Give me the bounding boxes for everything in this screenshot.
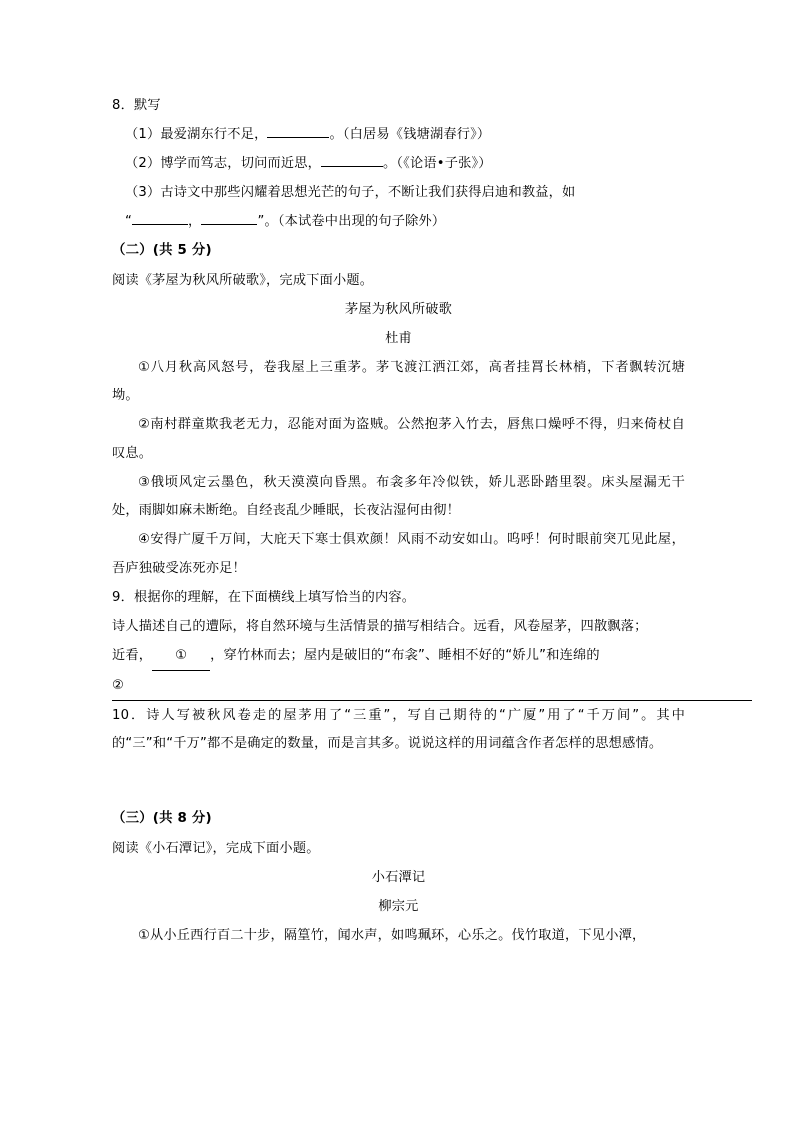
question-9-line-1: 诗人描述自己的遭际，将自然环境与生活情景的描写相结合。远看，风卷屋茅，四散飘落； (112, 618, 648, 634)
question-9-line-3 (112, 672, 685, 702)
answer-blank-2[interactable] (112, 672, 752, 702)
question-10-text: 10．诗人写被秋风卷走的屋茅用了“三重”，写自己期待的“广厦”用了“千万间”。其中的“三”和“千万”都不是确定的数量，而是言其多。说说这样的用词蕴含作者怎样的思想感情。 (112, 707, 685, 752)
answer-blank[interactable] (267, 123, 329, 138)
question-8-item-2 (112, 150, 685, 179)
poem-stanza-2: ②南村群童欺我老无力，忍能对面为盗贼。公然抱茅入竹去，唇焦口燥呼不得，归来倚杖自叹息。 (112, 417, 685, 461)
answer-blank[interactable] (201, 210, 257, 225)
section-two-block (112, 237, 685, 583)
prose-title: 小石潭记 (371, 869, 426, 885)
q9-line2-suffix: ，穿竹林而去；屋内是破旧的“布衾”、睡相不好的“娇儿”和连绵的 (210, 647, 600, 663)
section-three-label: （三）(共 8 分) (112, 811, 212, 827)
poem-title: 茅屋为秋风所破歌 (344, 301, 453, 317)
question-8-item-3-line1: （3）古诗文中那些闪耀着思想光芒的句子，不断让我们获得启迪和教益，如 (125, 185, 576, 201)
poem-stanza-1: ①八月秋高风怒号，卷我屋上三重茅。茅飞渡江洒江郊，高者挂罥长林梢，下者飘转沉塘坳。 (112, 359, 685, 404)
poem-stanza-4: ④安得广厦千万间，大庇天下寒士俱欢颜！风雨不动安如山。呜呼！何时眼前突兀见此屋，吾庐独破受冻死亦足！ (112, 532, 685, 576)
answer-blank[interactable] (132, 210, 188, 225)
question-10-block (112, 702, 685, 759)
answer-blank-1[interactable] (152, 642, 210, 672)
question-8-item-1 (112, 121, 685, 150)
poem-author: 杜甫 (385, 330, 412, 346)
q8-item2-prefix: （2）博学而笃志，切问而近思， (125, 156, 322, 172)
poem-stanza-3: ③俄顷风定云墨色，秋天漠漠向昏黑。布衾多年冷似铁，娇儿恶卧踏里裂。床头屋漏无干处，雨脚如麻未断绝。自经丧乱少睡眠，长夜沾湿何由彻！ (112, 474, 685, 519)
q8-item3-quote-open: “ (125, 214, 133, 230)
question-9-line-2 (112, 642, 685, 672)
q8-item1-prefix: （1）最爱湖东行不足， (125, 127, 268, 143)
question-8-item-3-line2 (112, 208, 685, 237)
q8-item1-suffix: 。（白居易《钱塘湖春行》） (329, 127, 491, 143)
q8-item2-suffix: 。（《论语•子张》） (383, 156, 492, 172)
q9-line2-prefix: 近看， (112, 647, 153, 663)
spacer (112, 759, 685, 805)
section-three-block (112, 805, 685, 950)
section-two-label: （二）(共 5 分) (112, 243, 212, 259)
section-two-instruction: 阅读《茅屋为秋风所破歌》，完成下面小题。 (112, 272, 374, 288)
prose-author: 柳宗元 (378, 898, 419, 914)
question-9-heading: 9．根据你的理解，在下面横线上填写恰当的内容。 (112, 589, 416, 605)
prose-paragraph-1: ①从小丘西行百二十步，隔篁竹，闻水声，如鸣珮环，心乐之。伐竹取道，下见小潭， (138, 927, 646, 943)
answer-blank[interactable] (321, 152, 383, 167)
question-8-block (112, 92, 685, 237)
q8-item3-comma: ， (188, 214, 202, 230)
answer-blank-2-label: ② (112, 677, 125, 693)
q8-item3-tail: ”。（本试卷中出现的句子除外） (257, 214, 446, 230)
section-three-instruction: 阅读《小石潭记》，完成下面小题。 (112, 840, 320, 856)
question-8-heading: 8．默写 (112, 98, 161, 113)
question-9-block (112, 584, 685, 702)
answer-blank-1-label: ① (175, 647, 188, 663)
